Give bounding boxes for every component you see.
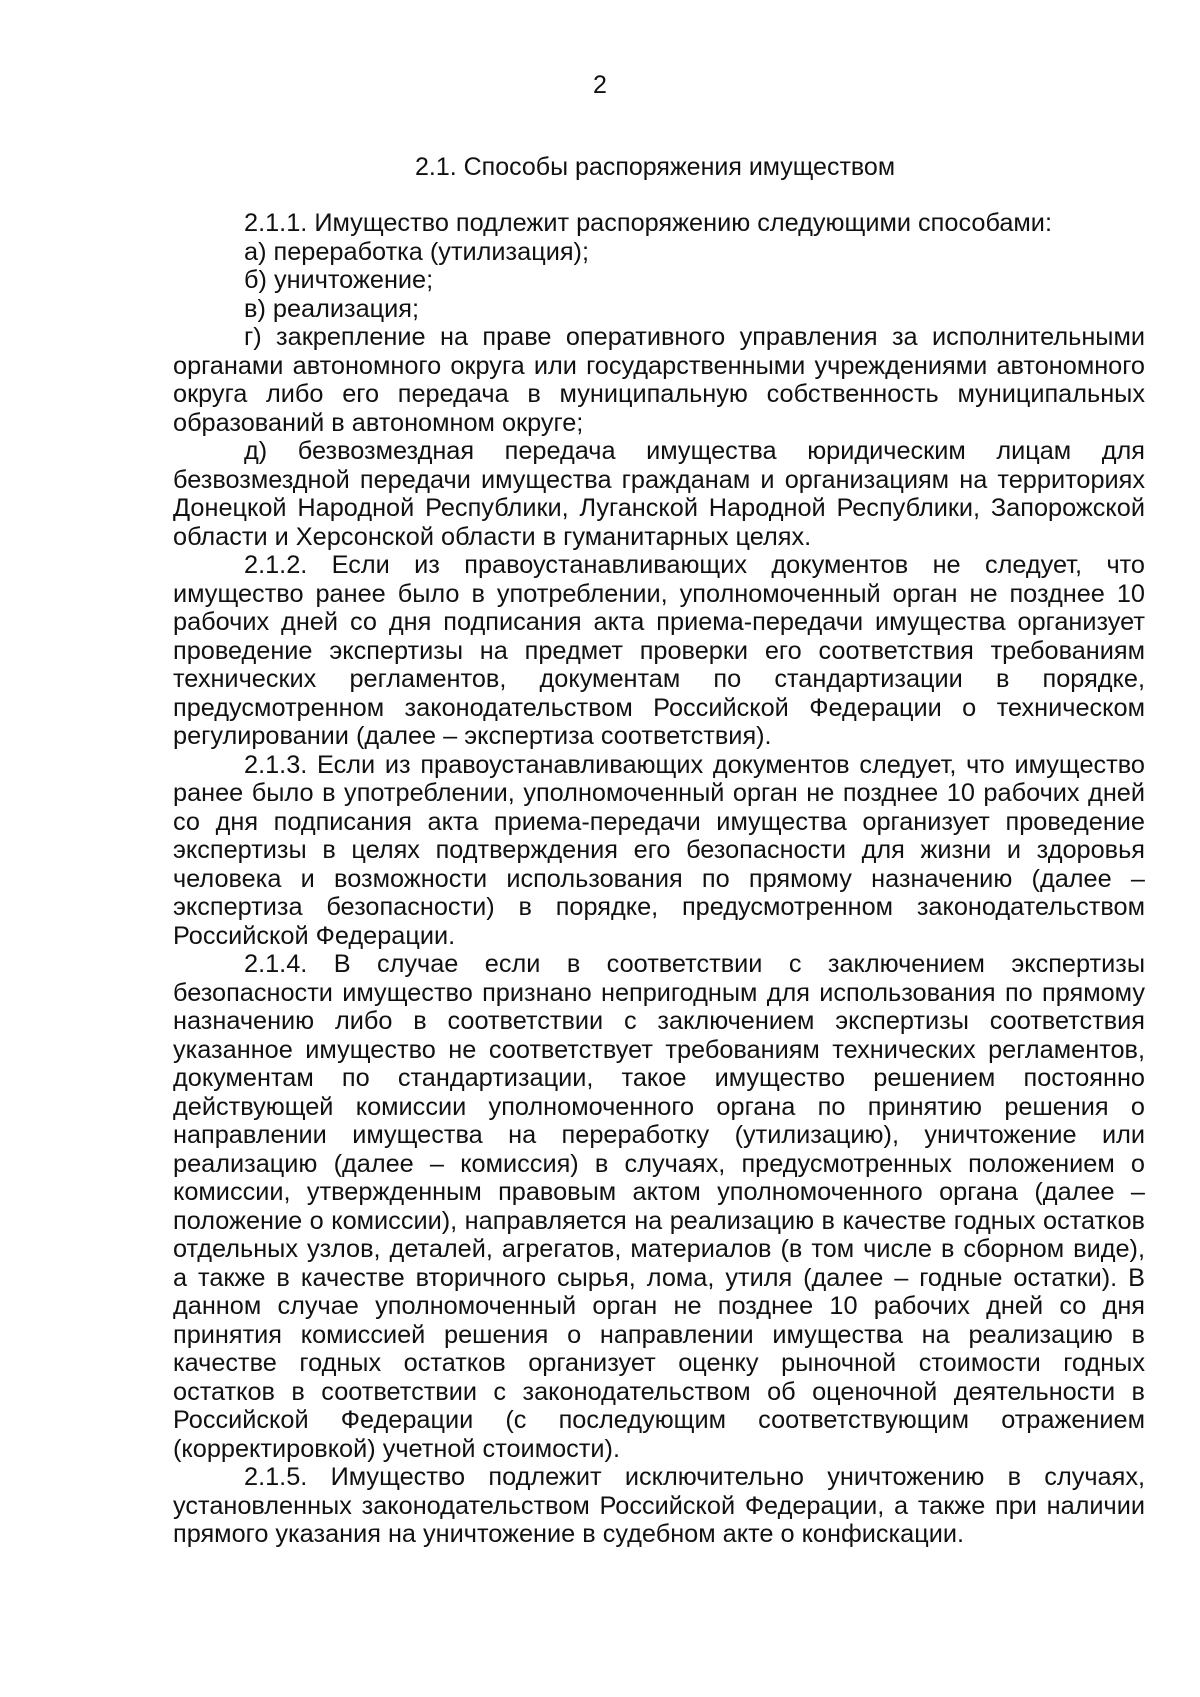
page-number: 2 <box>593 71 607 99</box>
paragraph-2-1-3: 2.1.3. Если из правоустанавливающих документов следует, что имущество ранее было в употреблении, уполномоченный орган не позднее 10 рабочих дней со дня подписания акта приема-передачи имущества организует проведение экспертизы в целях подтверждения его безопасности для жизни и здоровья человека и возможности использования по прямому назначению (далее – экспертиза безопасности) в порядке, предусмотренном законодательством Российской Федерации. <box>173 750 1145 950</box>
paragraph-2-1-2: 2.1.2. Если из правоустанавливающих документов не следует, что имущество ранее было в употреблении, уполномоченный орган не позднее 10 рабочих дней со дня подписания акта приема-передачи имущества организует проведение экспертизы на предмет проверки его соответствия требованиям технических регламентов, документам по стандартизации в порядке, предусмотренном законодательством Российской Федерации о техническом регулировании (далее – экспертиза соответствия). <box>173 551 1145 750</box>
list-item-v: в) реализация; <box>244 294 420 323</box>
section-heading: 2.1. Способы распоряжения имуществом <box>414 153 896 181</box>
paragraph-2-1-1: 2.1.1. Имущество подлежит распоряжению следующими способами: <box>244 209 1052 237</box>
list-item-b: б) уничтожение; <box>244 266 434 294</box>
paragraph-2-1-5: 2.1.5. Имущество подлежит исключительно уничтожению в случаях, установленных законодательством Российской Федерации, а также при наличии прямого указания на уничтожение в судебном акте о конфискации. <box>173 1463 1145 1548</box>
paragraph-2-1-4: 2.1.4. В случае если в соответствии с заключением экспертизы безопасности имущество признано непригодным для использования по прямому назначению либо в соответствии с заключением экспертизы соответствия указанное имущество не соответствует требованиям технических регламентов, документам по стандартизации, такое имущество решением постоянно действующей комиссии уполномоченного органа по принятию решения о направлении имущества на переработку (утилизацию), уничтожение или реализацию (далее – комиссия) в случаях, предусмотренных положением о комиссии, утвержденным правовым актом уполномоченного органа (далее – положение о комиссии), направляется на реализацию в качестве годных остатков отдельных узлов, деталей, агрегатов, материалов (в том числе в сборном виде), а также в качестве вторичного сырья, лома, утиля (далее – годные остатки). В данном случае уполномоченный орган не позднее 10 рабочих дней со дня принятия комиссией решения о направлении имущества на реализацию в качестве годных остатков организует оценку рыночной стоимости годных остатков в соответствии с законодательством об оценочной деятельности в Российской Федерации (с последующим соответствующим отражением (корректировкой) учетной стоимости). <box>173 950 1145 1463</box>
list-item-a: а) переработка (утилизация); <box>244 237 589 266</box>
list-item-d: д) безвозмездная передача имущества юридическим лицам для безвозмездной передачи имущества гражданам и организациям на территориях Донецкой Народной Республики, Луганской Народной Республики, Запорожской области и Херсонской области в гуманитарных целях. <box>173 437 1145 551</box>
list-item-g: г) закрепление на праве оперативного управления за исполнительными органами автономного округа или государственными учреждениями автономного округа либо его передача в муниципальную собственность муниципальных образований в автономном округе; <box>173 323 1145 437</box>
document-body <box>173 209 1145 1549</box>
